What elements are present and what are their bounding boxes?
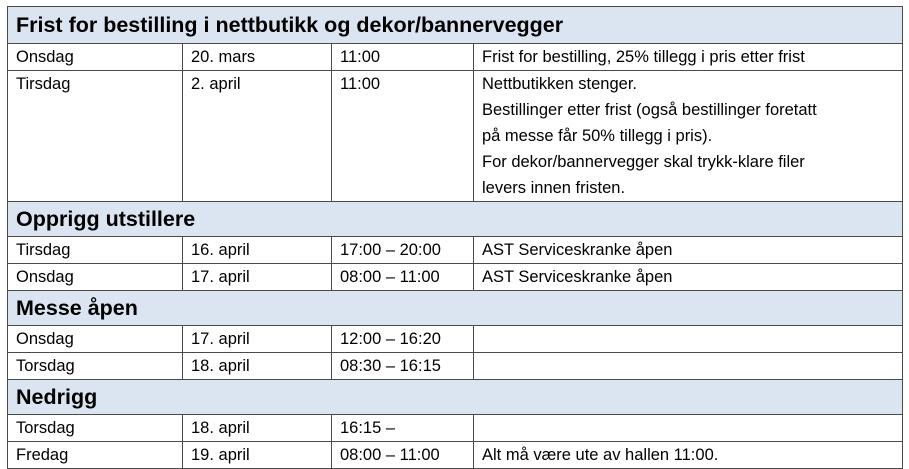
table-row — [8, 237, 903, 264]
section-title: Frist for bestilling i nettbutikk og dekor/bannervegger — [8, 7, 903, 44]
date-cell: 19. april — [183, 442, 332, 469]
note-line: Bestillinger etter frist (også bestillinger foretatt — [482, 101, 817, 119]
section-title: Messe åpen — [8, 291, 903, 326]
section-header — [8, 7, 903, 44]
date-cell: 18. april — [183, 353, 332, 380]
date-cell: 17. april — [183, 326, 332, 353]
date-cell: 20. mars — [183, 44, 332, 71]
date-cell: 2. april — [183, 71, 332, 202]
section-header — [8, 380, 903, 415]
notes-cell — [474, 353, 903, 380]
table-row — [8, 264, 903, 291]
table-row — [8, 415, 903, 442]
notes-cell — [474, 415, 903, 442]
section-title: Opprigg utstillere — [8, 202, 903, 237]
time-cell: 12:00 – 16:20 — [332, 326, 474, 353]
notes-cell: Frist for bestilling, 25% tillegg i pris etter frist — [474, 44, 903, 71]
note-line: på messe får 50% tillegg i pris). — [482, 127, 713, 145]
section-header — [8, 202, 903, 237]
day-cell: Torsdag — [8, 353, 183, 380]
time-cell: 08:00 – 11:00 — [332, 264, 474, 291]
day-cell: Tirsdag — [8, 71, 183, 202]
table-row — [8, 44, 903, 71]
time-cell: 16:15 – — [332, 415, 474, 442]
schedule-table — [7, 6, 903, 469]
table-row — [8, 442, 903, 469]
time-cell: 17:00 – 20:00 — [332, 237, 474, 264]
day-cell: Fredag — [8, 442, 183, 469]
day-cell: Onsdag — [8, 264, 183, 291]
time-cell: 08:00 – 11:00 — [332, 442, 474, 469]
note-line: levers innen fristen. — [482, 179, 626, 197]
notes-cell: AST Serviceskranke åpen — [474, 264, 903, 291]
section-title: Nedrigg — [8, 380, 903, 415]
note-line: Nettbutikken stenger. — [482, 75, 638, 93]
time-cell: 11:00 — [332, 44, 474, 71]
table-row — [8, 353, 903, 380]
notes-cell — [474, 326, 903, 353]
day-cell: Tirsdag — [8, 237, 183, 264]
date-cell: 18. april — [183, 415, 332, 442]
table-row — [8, 326, 903, 353]
time-cell: 11:00 — [332, 71, 474, 202]
section-header — [8, 291, 903, 326]
notes-cell — [474, 71, 903, 202]
day-cell: Torsdag — [8, 415, 183, 442]
date-cell: 16. april — [183, 237, 332, 264]
day-cell: Onsdag — [8, 326, 183, 353]
table-row — [8, 71, 903, 202]
note-line: For dekor/bannervegger skal trykk-klare filer — [482, 153, 805, 171]
date-cell: 17. april — [183, 264, 332, 291]
notes-cell: AST Serviceskranke åpen — [474, 237, 903, 264]
day-cell: Onsdag — [8, 44, 183, 71]
time-cell: 08:30 – 16:15 — [332, 353, 474, 380]
notes-cell: Alt må være ute av hallen 11:00. — [474, 442, 903, 469]
